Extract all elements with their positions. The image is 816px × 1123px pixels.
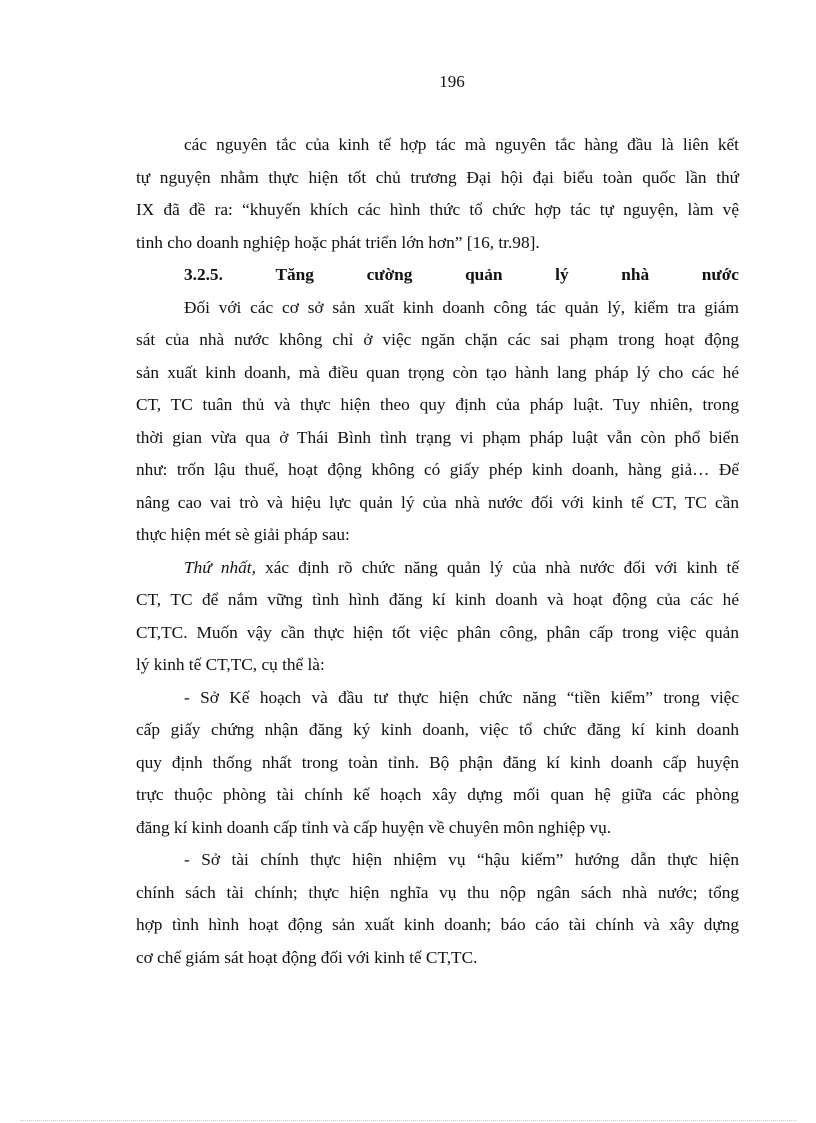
text-line: nâng cao vai trò và hiệu lực quản lý của nhà nước đối với kinh tế CT, TC cần — [136, 492, 739, 512]
emphasis-lead: Thứ nhất, — [184, 557, 256, 577]
text-line: thời gian vừa qua ở Thái Bình tình trạng vi phạm pháp luật vẫn còn phổ biến — [136, 427, 739, 447]
text-line: đăng kí kinh doanh cấp tỉnh và cấp huyện về chuyên môn nghiệp vụ. — [136, 817, 612, 837]
heading-word: nhà — [621, 265, 650, 284]
text-fragment: xác định rõ chức năng quản lý của nhà nước đối với kinh tế — [255, 557, 739, 577]
text-line: chính sách tài chính; thực hiện nghĩa vụ thu nộp ngân sách nhà nước; tổng — [136, 882, 739, 902]
text-line: sản xuất kinh doanh, mà điều quan trọng còn tạo hành lang pháp lý cho các hé — [136, 362, 739, 382]
text-line: như: trốn lậu thuế, hoạt động không có giấy phép kinh doanh, hàng giả… Để — [136, 460, 739, 479]
page-number: 196 — [439, 72, 465, 91]
paragraph-3 — [136, 552, 739, 682]
text-line: tự nguyện nhằm thực hiện tốt chủ trương Đại hội đại biểu toàn quốc lần thứ — [136, 167, 739, 187]
text-line: Đối với các cơ sở sản xuất kinh doanh công tác quản lý, kiểm tra giám — [184, 297, 739, 317]
paragraph-2 — [136, 292, 739, 552]
heading-word: lý — [555, 265, 569, 284]
section-heading — [136, 259, 739, 292]
text-line: các nguyên tắc của kinh tế hợp tác mà nguyên tắc hàng đầu là liên kết — [184, 135, 739, 154]
heading-word: cường — [366, 265, 413, 284]
text-line: trực thuộc phòng tài chính kế hoạch xây dựng mối quan hệ giữa các phòng — [136, 785, 739, 804]
heading-word: Tăng — [275, 265, 314, 284]
paragraph-4 — [136, 682, 739, 845]
paragraph-5 — [136, 844, 739, 974]
text-line: cơ chế giám sát hoạt động đối với kinh tế CT,TC. — [136, 947, 478, 967]
text-line: hợp tình hình hoạt động sản xuất kinh doanh; báo cáo tài chính và xây dựng — [136, 915, 739, 934]
text-line: quy định thống nhất trong toàn tỉnh. Bộ phận đăng kí kinh doanh cấp huyện — [136, 752, 739, 772]
text-line: - Sở Kế hoạch và đầu tư thực hiện chức năng “tiền kiểm” trong việc — [184, 687, 739, 707]
heading-word: quản — [465, 265, 503, 284]
footer-divider — [20, 1120, 796, 1121]
heading-word: nước — [701, 265, 739, 284]
text-line: sát của nhà nước không chỉ ở việc ngăn chặn các sai phạm trong hoạt động — [136, 330, 739, 349]
text-line — [136, 552, 739, 585]
text-line: IX đã đề ra: “khuyến khích các hình thức tổ chức hợp tác tự nguyện, làm vệ — [136, 200, 739, 219]
text-line: tinh cho doanh nghiệp hoặc phát triển lớn hơn” [16, tr.98]. — [136, 232, 540, 252]
text-line: CT,TC. Muốn vậy cần thực hiện tốt việc phân công, phân cấp trong việc quản — [136, 622, 739, 642]
section-number: 3.2.5. — [184, 265, 223, 284]
page-content — [136, 129, 739, 974]
paragraph-1 — [136, 129, 739, 259]
text-line: - Sở tài chính thực hiện nhiệm vụ “hậu kiểm” hướng dẫn thực hiện — [184, 850, 739, 869]
text-line: CT, TC tuân thủ và thực hiện theo quy định của pháp luật. Tuy nhiên, trong — [136, 395, 739, 414]
text-line: lý kinh tế CT,TC, cụ thể là: — [136, 655, 325, 674]
text-line: thực hiện mét sè giải pháp sau: — [136, 525, 350, 544]
text-line: cấp giấy chứng nhận đăng ký kinh doanh, việc tổ chức đăng kí kinh doanh — [136, 720, 739, 739]
text-line: CT, TC để nắm vững tình hình đăng kí kinh doanh và hoạt động của các hé — [136, 590, 739, 609]
